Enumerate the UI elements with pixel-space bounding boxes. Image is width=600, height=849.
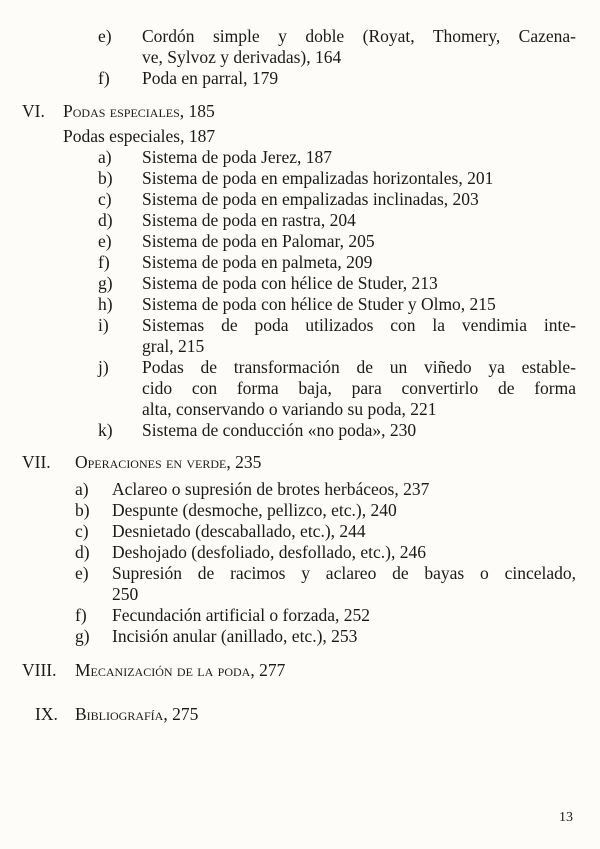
item-text: Sistema de poda en palmeta, 209	[142, 252, 373, 272]
item-letter: b)	[75, 500, 90, 520]
section-numeral: VIII.	[22, 660, 57, 680]
item-letter: h)	[98, 294, 113, 314]
section-title: Operaciones en verde, 235	[75, 452, 262, 472]
item-text: Sistema de poda en empalizadas inclinadas, 203	[142, 189, 479, 209]
item-letter: f)	[75, 605, 87, 625]
item-letter: g)	[98, 273, 113, 293]
item-letter: b)	[98, 168, 113, 188]
section-numeral: VI.	[22, 101, 45, 121]
item-text: Deshojado (desfoliado, desfollado, etc.), 246	[112, 542, 426, 562]
item-letter: d)	[75, 542, 90, 562]
item-letter: g)	[75, 626, 90, 646]
item-text: Podas de transformación de un viñedo ya estable-	[142, 357, 576, 377]
section-title: Podas especiales, 185	[63, 101, 215, 121]
item-text: Sistema de poda en rastra, 204	[142, 210, 356, 230]
item-text: ve, Sylvoz y derivadas), 164	[142, 47, 342, 67]
item-letter: a)	[75, 479, 89, 499]
item-text: gral, 215	[142, 336, 205, 356]
section-subheading: Podas especiales, 187	[63, 126, 216, 146]
item-text: alta, conservando o variando su poda, 221	[142, 399, 437, 419]
item-letter: f)	[98, 252, 110, 272]
item-text: Fecundación artificial o forzada, 252	[112, 605, 371, 625]
item-letter: e)	[75, 563, 89, 583]
item-letter: e)	[98, 231, 112, 251]
item-text: Poda en parral, 179	[142, 68, 279, 88]
item-letter: a)	[98, 147, 112, 167]
item-text: Sistema de poda en empalizadas horizontales, 201	[142, 168, 494, 188]
item-letter: k)	[98, 420, 113, 440]
item-text: Despunte (desmoche, pellizco, etc.), 240	[112, 500, 397, 520]
item-letter: e)	[98, 26, 112, 46]
item-letter: i)	[98, 315, 109, 335]
section-numeral: VII.	[22, 452, 51, 472]
item-text: Sistema de poda con hélice de Studer y Olmo, 215	[142, 294, 496, 314]
item-text: Sistema de poda en Palomar, 205	[142, 231, 375, 251]
section-numeral: IX.	[35, 704, 58, 724]
item-text: Desnietado (descaballado, etc.), 244	[112, 521, 366, 541]
item-letter: c)	[75, 521, 89, 541]
item-text: Sistema de poda Jerez, 187	[142, 147, 333, 167]
item-letter: d)	[98, 210, 113, 230]
item-letter: f)	[98, 68, 110, 88]
item-text: Sistemas de poda utilizados con la vendimia inte-	[142, 315, 576, 335]
item-text: Cordón simple y doble (Royat, Thomery, Cazena-	[142, 26, 576, 46]
item-text: cido con forma baja, para convertirlo de forma	[142, 378, 576, 398]
item-letter: c)	[98, 189, 112, 209]
item-text: 250	[112, 584, 139, 604]
item-text: Sistema de poda con hélice de Studer, 213	[142, 273, 438, 293]
section-title: Bibliografía, 275	[75, 704, 199, 724]
section-title: Mecanización de la poda, 277	[75, 660, 286, 680]
item-text: Sistema de conducción «no poda», 230	[142, 420, 417, 440]
item-text: Aclareo o supresión de brotes herbáceos, 237	[112, 479, 430, 499]
item-letter: j)	[98, 357, 109, 377]
page-number: 13	[559, 810, 573, 825]
item-text: Incisión anular (anillado, etc.), 253	[112, 626, 358, 646]
item-text: Supresión de racimos y aclareo de bayas o cincelado,	[112, 563, 576, 583]
